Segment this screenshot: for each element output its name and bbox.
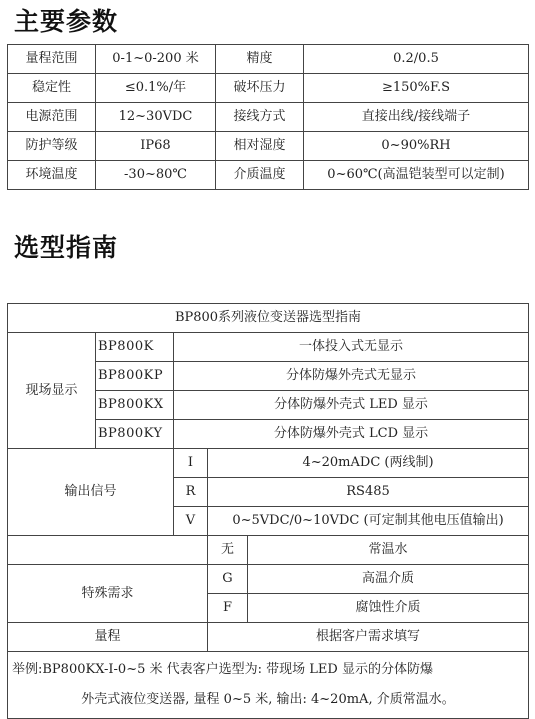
group-label-special: 特殊需求 <box>8 565 208 623</box>
option-desc: 腐蚀性介质 <box>248 594 529 623</box>
example-note <box>8 652 529 719</box>
option-desc: 高温介质 <box>248 565 529 594</box>
section-title-main-params: 主要参数 <box>14 7 119 36</box>
main-params-table <box>7 44 529 190</box>
param-label: 破坏压力 <box>216 74 304 103</box>
table-row <box>8 333 529 362</box>
param-value: ≥150%F.S <box>304 74 529 103</box>
option-code: G <box>208 565 248 594</box>
param-value: IP68 <box>96 132 216 161</box>
model-code: BP800K <box>96 333 174 362</box>
param-label: 接线方式 <box>216 103 304 132</box>
model-code: BP800KY <box>96 420 174 449</box>
option-code: R <box>174 478 208 507</box>
table-row <box>8 652 529 719</box>
model-desc: 分体防爆外壳式 LED 显示 <box>174 391 529 420</box>
option-code: F <box>208 594 248 623</box>
option-desc: 常温水 <box>248 536 529 565</box>
model-desc: 一体投入式无显示 <box>174 333 529 362</box>
table-row <box>8 449 529 478</box>
model-code: BP800KP <box>96 362 174 391</box>
param-label: 防护等级 <box>8 132 96 161</box>
table-row <box>8 161 529 190</box>
option-code: V <box>174 507 208 536</box>
param-label: 介质温度 <box>216 161 304 190</box>
option-code: I <box>174 449 208 478</box>
option-desc: 0~5VDC/0~10VDC (可定制其他电压值输出) <box>208 507 529 536</box>
option-desc: RS485 <box>208 478 529 507</box>
group-label-output: 输出信号 <box>8 449 174 536</box>
table-row <box>8 536 529 565</box>
table-row <box>8 103 529 132</box>
model-code: BP800KX <box>96 391 174 420</box>
table-row <box>8 304 529 333</box>
range-label: 量程 <box>8 623 208 652</box>
table-row <box>8 132 529 161</box>
option-code: 无 <box>208 536 248 565</box>
param-label: 电源范围 <box>8 103 96 132</box>
range-desc: 根据客户需求填写 <box>208 623 529 652</box>
table-row <box>8 74 529 103</box>
special-blank-cell <box>8 536 208 565</box>
model-desc: 分体防爆外壳式 LCD 显示 <box>174 420 529 449</box>
param-value: 0-1~0-200 米 <box>96 45 216 74</box>
table-row <box>8 565 529 594</box>
selection-guide-table <box>7 303 529 719</box>
selection-table-title: BP800系列液位变送器选型指南 <box>8 304 529 333</box>
param-label: 量程范围 <box>8 45 96 74</box>
example-line-1: 举例:BP800KX-I-0~5 米 代表客户选型为: 带现场 LED 显示的分体防爆 <box>12 662 433 677</box>
param-label: 稳定性 <box>8 74 96 103</box>
param-label: 相对湿度 <box>216 132 304 161</box>
param-value: ≤0.1%/年 <box>96 74 216 103</box>
example-line-2: 外壳式液位变送器, 量程 0~5 米, 输出: 4~20mA, 介质常温水。 <box>81 692 455 707</box>
table-row <box>8 623 529 652</box>
table-row <box>8 45 529 74</box>
model-desc: 分体防爆外壳式无显示 <box>174 362 529 391</box>
option-desc: 4~20mADC (两线制) <box>208 449 529 478</box>
group-label-display: 现场显示 <box>8 333 96 449</box>
param-value: -30~80℃ <box>96 161 216 190</box>
param-value: 直接出线/接线端子 <box>304 103 529 132</box>
param-value: 0~90%RH <box>304 132 529 161</box>
param-label: 环境温度 <box>8 161 96 190</box>
param-value: 0.2/0.5 <box>304 45 529 74</box>
param-value: 0~60℃(高温铠装型可以定制) <box>304 161 529 190</box>
section-title-selection-guide: 选型指南 <box>14 233 119 262</box>
param-label: 精度 <box>216 45 304 74</box>
param-value: 12~30VDC <box>96 103 216 132</box>
